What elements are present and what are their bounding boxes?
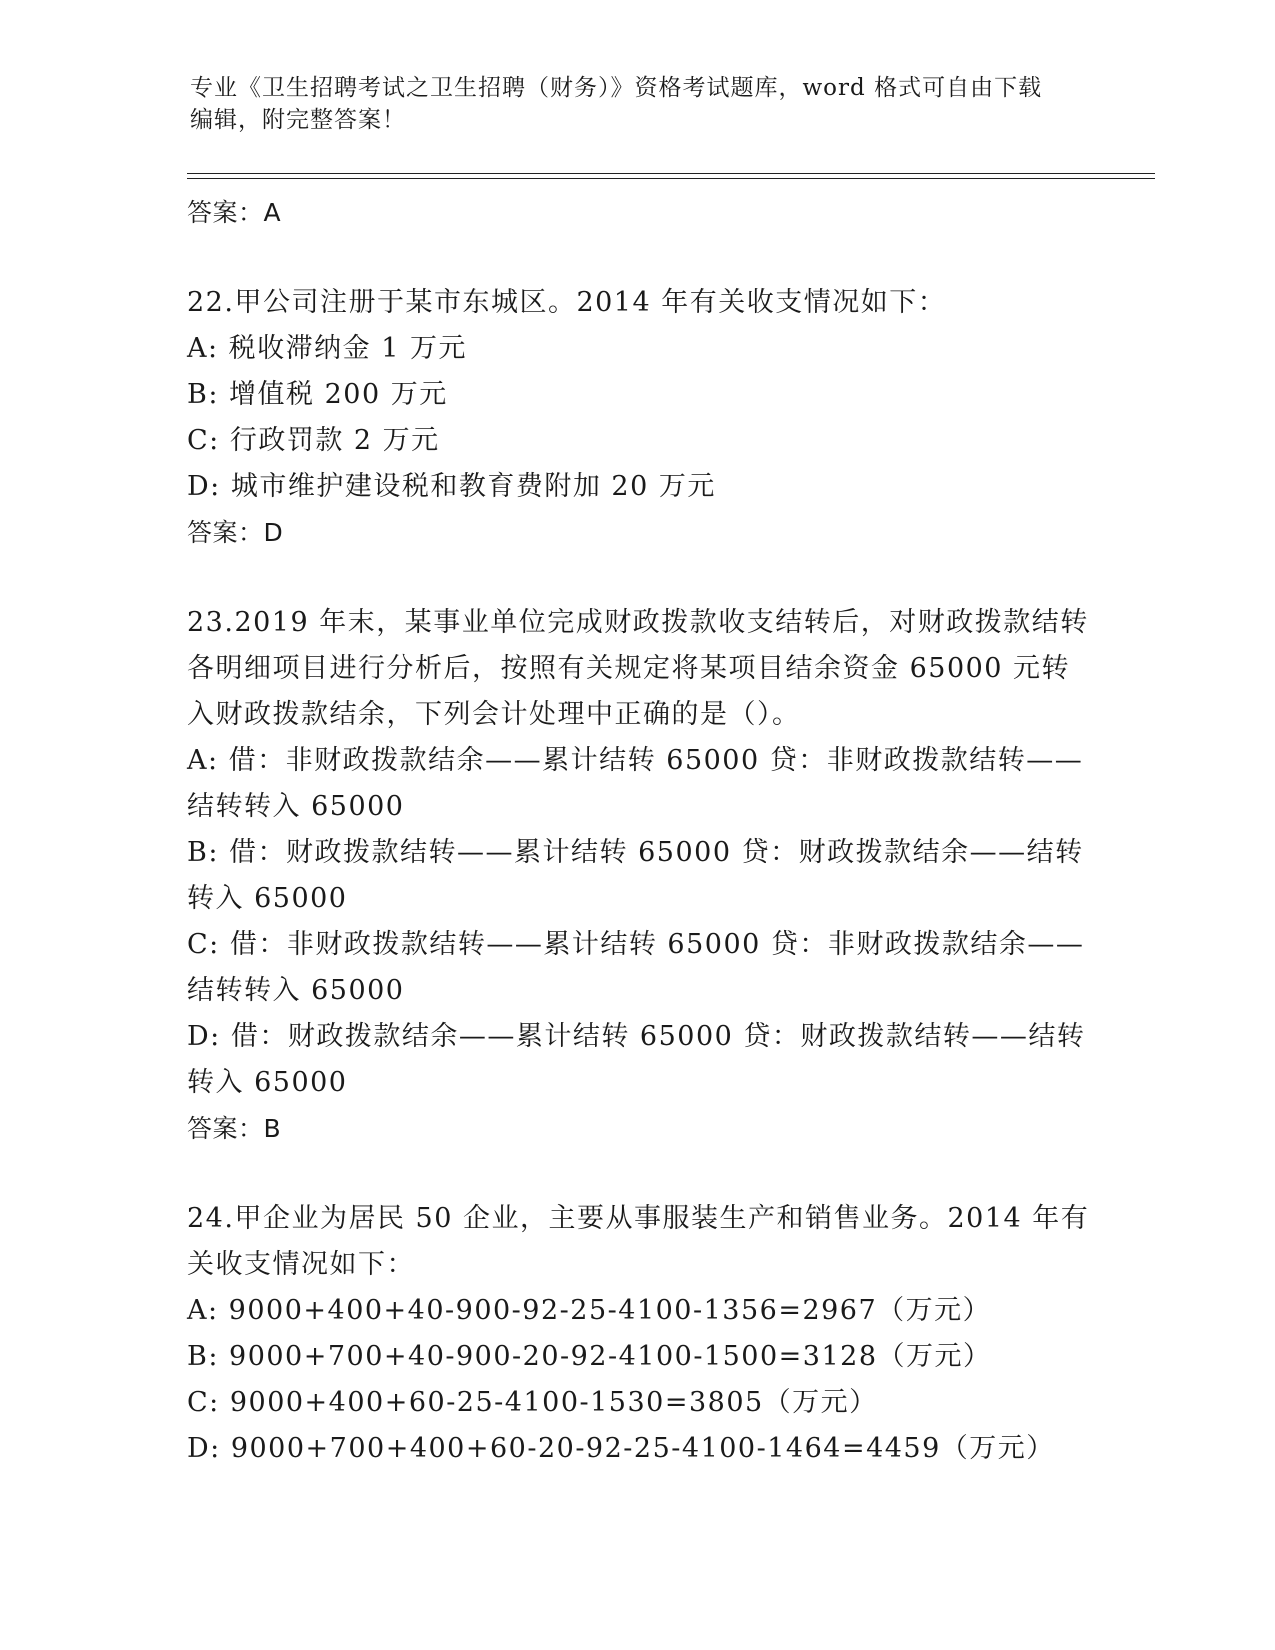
question-stem-line: 入财政拨款结余，下列会计处理中正确的是（）。 xyxy=(187,699,801,730)
question-stem-line: 关收支情况如下： xyxy=(187,1249,415,1280)
option-a: A: 税收滞纳金 1 万元 xyxy=(187,333,468,364)
option-line: 转入 65000 xyxy=(187,1067,348,1098)
option-line: 结转转入 65000 xyxy=(187,975,405,1006)
option-line: D: 借：财政拨款结余——累计结转 65000 贷：财政拨款结转——结转 xyxy=(187,1021,1086,1052)
header-divider-top xyxy=(187,173,1155,174)
option-b xyxy=(187,830,1087,922)
question-stem-line: 各明细项目进行分析后，按照有关规定将某项目结余资金 65000 元转 xyxy=(187,653,1071,684)
option-a: A: 9000+400+40-900-92-25-4100-1356=2967（万元） xyxy=(187,1295,992,1326)
header-line-2: 编辑，附完整答案！ xyxy=(190,107,406,133)
option-c: C: 9000+400+60-25-4100-1530=3805（万元） xyxy=(187,1387,878,1418)
option-b: B: 9000+700+40-900-20-92-4100-1500=3128（万元） xyxy=(187,1341,992,1372)
option-c: C: 行政罚款 2 万元 xyxy=(187,425,440,456)
answer: 答案：B xyxy=(187,1114,282,1143)
option-d xyxy=(187,1014,1087,1106)
question-stem-line: 23.2019 年末，某事业单位完成财政拨款收支结转后，对财政拨款结转 xyxy=(187,607,1089,638)
option-line: 转入 65000 xyxy=(187,883,348,914)
question-24 xyxy=(187,1196,1090,1472)
option-line: A: 借：非财政拨款结余——累计结转 65000 贷：非财政拨款结转—— xyxy=(187,745,1084,776)
question-22 xyxy=(187,280,1087,556)
option-line: B: 借：财政拨款结转——累计结转 65000 贷：财政拨款结余——结转 xyxy=(187,837,1084,868)
answer-previous: 答案：A xyxy=(187,198,282,227)
question-23 xyxy=(187,600,1087,1152)
option-line: 结转转入 65000 xyxy=(187,791,405,822)
answer: 答案：D xyxy=(187,518,284,547)
option-line: C: 借：非财政拨款结转——累计结转 65000 贷：非财政拨款结余—— xyxy=(187,929,1085,960)
option-a xyxy=(187,738,1087,830)
option-d: D: 9000+700+400+60-20-92-25-4100-1464=4459（万元） xyxy=(187,1433,1055,1464)
option-b: B: 增值税 200 万元 xyxy=(187,379,448,410)
question-stem-line: 24.甲企业为居民 50 企业，主要从事服装生产和销售业务。2014 年有 xyxy=(187,1203,1090,1234)
document-body xyxy=(187,190,1090,1472)
header-divider-bottom xyxy=(187,178,1155,179)
header-line-1: 专业《卫生招聘考试之卫生招聘（财务）》资格考试题库，word 格式可自由下载 xyxy=(190,75,1043,101)
document-header xyxy=(190,72,1070,136)
option-c xyxy=(187,922,1087,1014)
question-stem: 22.甲公司注册于某市东城区。2014 年有关收支情况如下： xyxy=(187,287,947,318)
option-d: D: 城市维护建设税和教育费附加 20 万元 xyxy=(187,471,716,502)
